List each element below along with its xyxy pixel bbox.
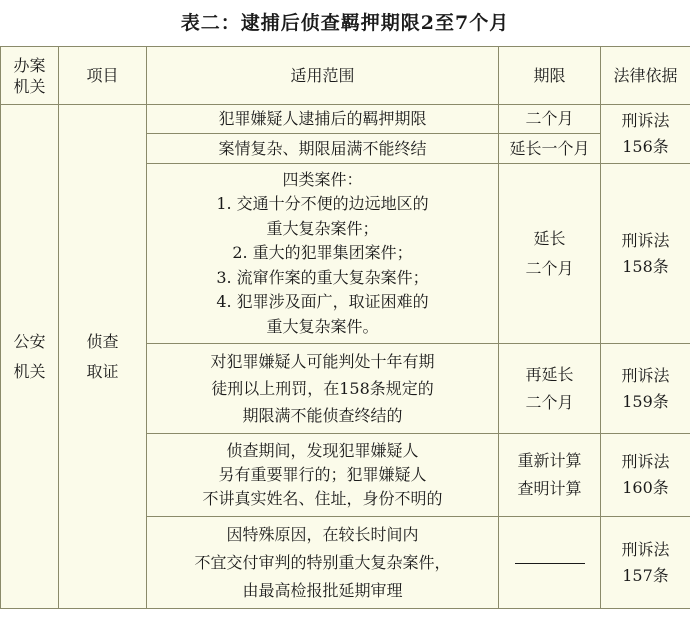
term-cell: 二个月	[499, 105, 601, 134]
scope-cell: 犯罪嫌疑人逮捕后的羁押期限	[147, 105, 499, 134]
scope-cell: 四类案件： 1. 交通十分不便的边远地区的 重大复杂案件； 2. 重大的犯罪集团案件； 3. 流窜作案的重大复杂案件； 4. 犯罪涉及面广，取证困难的 重大复杂案件。	[147, 164, 499, 344]
term-cell	[499, 517, 601, 609]
law-cell: 刑诉法 156条	[601, 105, 690, 164]
law-cell: 刑诉法 158条	[601, 164, 690, 344]
item-cell: 侦查 取证	[59, 105, 147, 609]
detention-period-table	[0, 46, 690, 609]
agency-cell: 公安 机关	[1, 105, 59, 609]
header-basis: 法律依据	[601, 47, 690, 105]
table-row	[1, 105, 690, 134]
term-cell: 延长一个月	[499, 134, 601, 164]
law-cell: 刑诉法 159条	[601, 344, 690, 434]
scope-cell: 侦查期间，发现犯罪嫌疑人 另有重要罪行的；犯罪嫌疑人 不讲真实姓名、住址，身份不明的	[147, 434, 499, 517]
law-cell: 刑诉法 160条	[601, 434, 690, 517]
header-row	[1, 47, 690, 105]
term-cell: 再延长 二个月	[499, 344, 601, 434]
table-title: 表二：逮捕后侦查羁押期限2至7个月	[180, 12, 510, 34]
term-cell: 延长 二个月	[499, 164, 601, 344]
header-term: 期限	[499, 47, 601, 105]
header-agency: 办案 机关	[1, 47, 59, 105]
scope-cell: 因特殊原因，在较长时间内 不宜交付审判的特别重大复杂案件， 由最高检报批延期审理	[147, 517, 499, 609]
scope-cell: 案情复杂、期限届满不能终结	[147, 134, 499, 164]
empty-term-line	[515, 563, 585, 564]
term-cell: 重新计算 查明计算	[499, 434, 601, 517]
scope-cell: 对犯罪嫌疑人可能判处十年有期 徒刑以上刑罚，在158条规定的 期限满不能侦查终结的	[147, 344, 499, 434]
header-item: 项目	[59, 47, 147, 105]
law-cell: 刑诉法 157条	[601, 517, 690, 609]
header-scope: 适用范围	[147, 47, 499, 105]
